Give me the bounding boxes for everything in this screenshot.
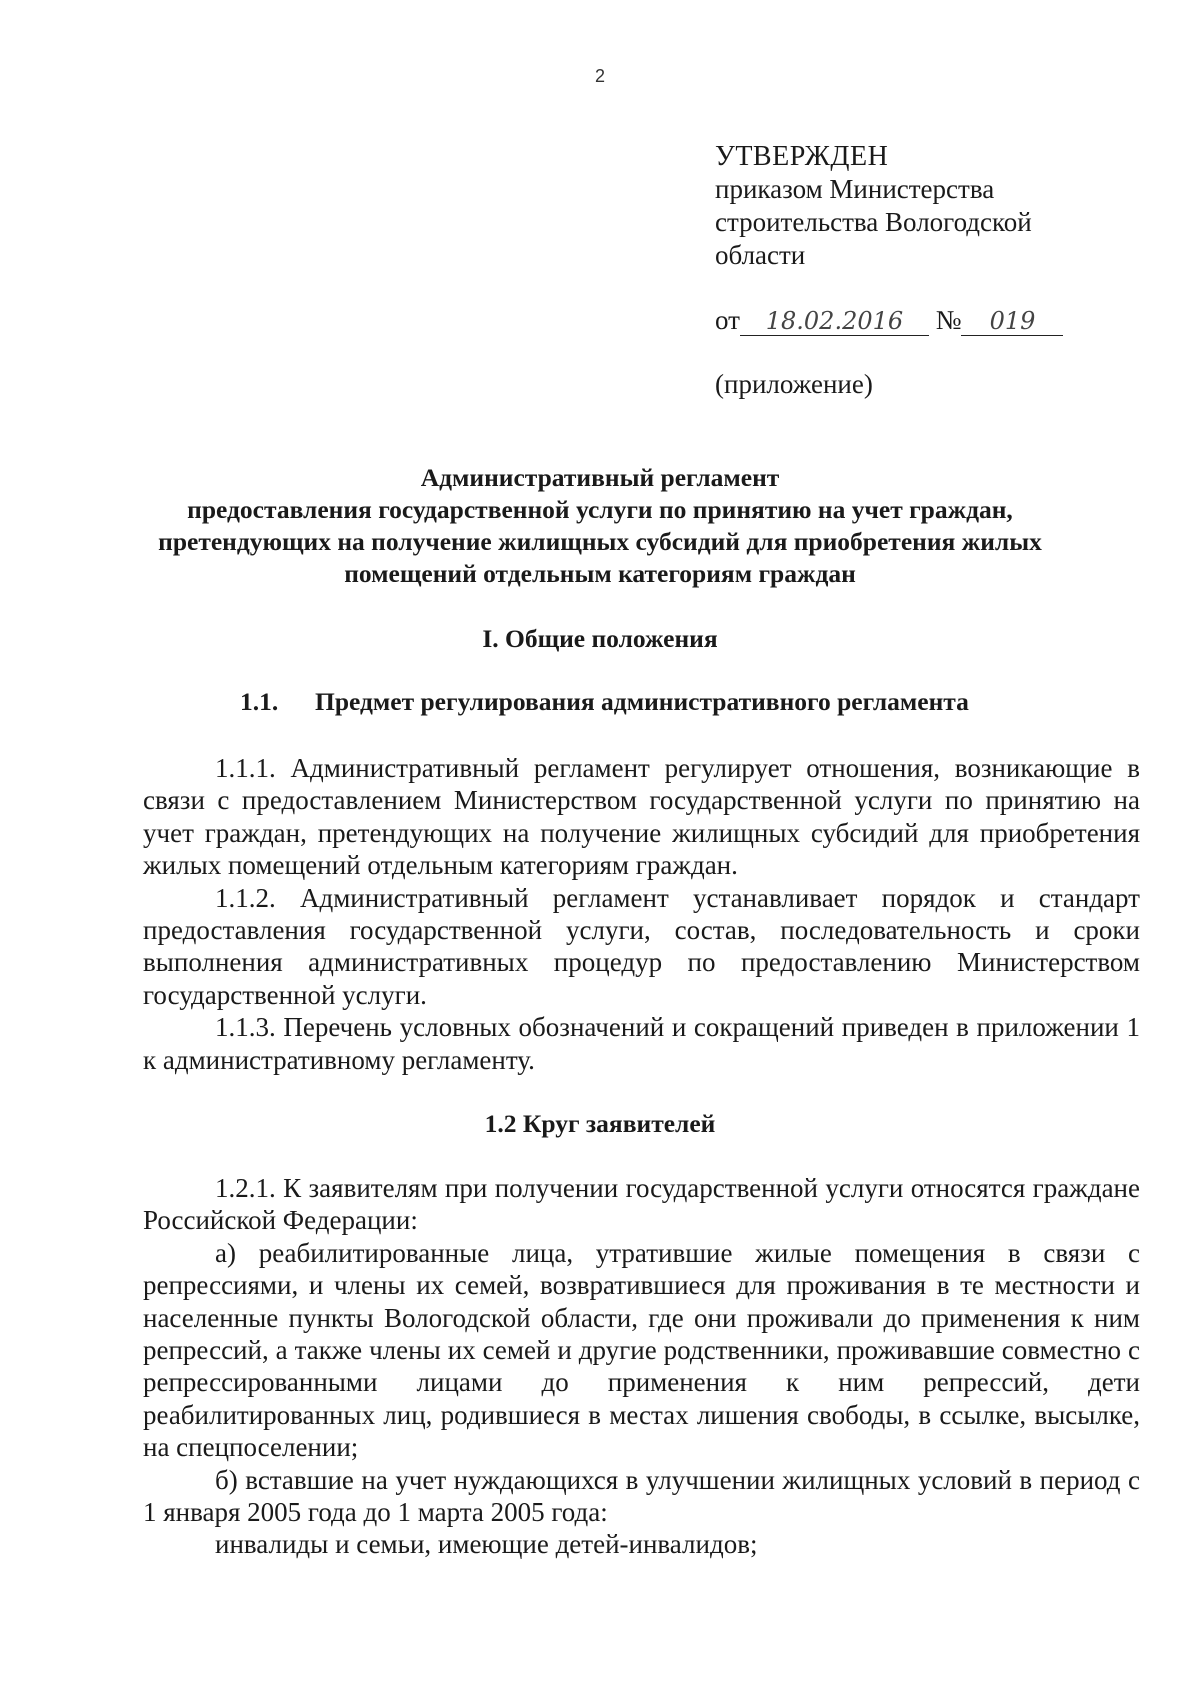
date-prefix: от: [715, 305, 740, 335]
order-date-number: [715, 304, 1135, 337]
title-line-3: претендующих на получение жилищных субсидий для приобретения жилых: [158, 527, 1042, 556]
paragraph-disabled-persons: инвалиды и семьи, имеющие детей-инвалидов;: [215, 1529, 758, 1560]
body-paragraphs-1-2: [143, 1172, 1140, 1561]
paragraph-1-2-1: 1.2.1. К заявителям при получении государственной услуги относятся граждане Российской Федерации:: [143, 1173, 1140, 1236]
subsection-title: Предмет регулирования административного регламента: [315, 687, 969, 716]
document-title: [100, 462, 1100, 590]
attachment-label: (приложение): [715, 369, 873, 399]
approval-block: [715, 140, 1135, 272]
paragraph-item-b: б) вставшие на учет нуждающихся в улучшении жилищных условий в период с 1 января 2005 года до 1 марта 2005 года:: [143, 1464, 1140, 1528]
number-sign: №: [935, 305, 962, 335]
approval-line-3: области: [715, 240, 806, 270]
subsection-heading-1-1: [240, 686, 1140, 718]
handwritten-number: 019: [961, 307, 1063, 336]
approval-line-2: строительства Вологодской: [715, 207, 1032, 237]
body-paragraphs-1-1: [143, 752, 1140, 1076]
paragraph-item-a: а) реабилитированные лица, утратившие жилые помещения в связи с репрессиями, и члены их семей, возвратившиеся для проживания в те местности и населенные пункты Вологодской области, где они проживали до применения к ним репрессий, а также члены их семей и другие родственники, проживавшие совместно с репрессированными лицами до применения к ним репрессий, дети реабилитированных лиц, родившиеся в местах лишения свободы, в ссылке, высылке, на спецпоселении;: [143, 1237, 1140, 1463]
approval-heading: УТВЕРЖДЕН: [715, 141, 889, 172]
handwritten-date: 18.02.2016: [740, 307, 929, 336]
title-line-2: предоставления государственной услуги по принятию на учет граждан,: [187, 495, 1013, 524]
paragraph-1-1-2: 1.1.2. Административный регламент устанавливает порядок и стандарт предоставления государственной услуги, состав, последовательность и сроки выполнения административных процедур по предоставлению Министерством государственной услуги.: [143, 882, 1140, 1010]
approval-line-1: приказом Министерства: [715, 174, 995, 204]
page-number: 2: [594, 66, 605, 86]
subsection-number: 1.1.: [240, 687, 279, 716]
title-line-1: Административный регламент: [420, 463, 780, 492]
paragraph-1-1-3: 1.1.3. Перечень условных обозначений и сокращений приведен в приложении 1 к административному регламенту.: [143, 1012, 1140, 1075]
subsection-heading-1-2: 1.2 Круг заявителей: [484, 1109, 716, 1138]
paragraph-1-1-1: 1.1.1. Административный регламент регулирует отношения, возникающие в связи с предоставлением Министерством государственной услуги по принятию на учет граждан, претендующих на получение жилищных субсидий для приобретения жилых помещений отдельным категориям граждан.: [143, 753, 1140, 881]
section-heading-general: I. Общие положения: [482, 624, 718, 653]
title-line-4: помещений отдельным категориям граждан: [344, 559, 856, 588]
